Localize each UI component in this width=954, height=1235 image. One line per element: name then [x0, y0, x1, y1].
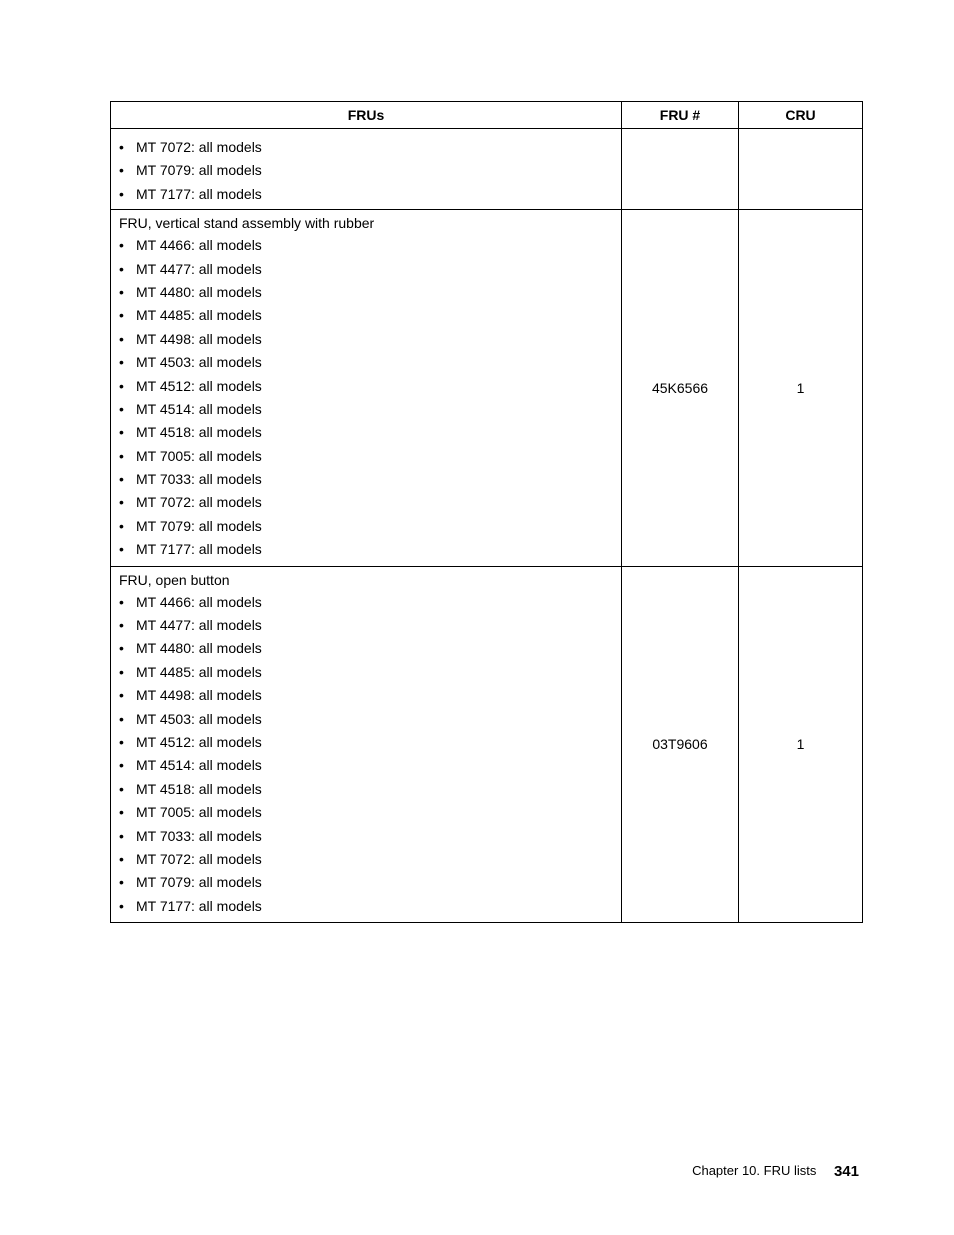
fru-description-cell — [111, 566, 622, 922]
model-list — [119, 235, 613, 562]
list-item: • MT 7072: all models — [119, 137, 613, 160]
list-item: • MT 7079: all models — [119, 160, 613, 183]
cru-cell: 1 — [739, 566, 863, 922]
fru-description-cell — [111, 210, 622, 566]
list-item: • MT 7033: all models — [119, 469, 613, 492]
table-row — [111, 210, 863, 566]
list-item: • MT 4466: all models — [119, 592, 613, 615]
list-item: • MT 4512: all models — [119, 732, 613, 755]
table-row-continued — [111, 129, 863, 210]
fru-title: FRU, vertical stand assembly with rubber — [119, 215, 375, 232]
chapter-title: Chapter 10. FRU lists — [692, 1163, 817, 1178]
fru-title: FRU, open button — [119, 571, 230, 588]
list-item: • MT 4518: all models — [119, 779, 613, 802]
list-item: • MT 7177: all models — [119, 896, 613, 919]
list-item: • MT 7072: all models — [119, 849, 613, 872]
list-item: • MT 4503: all models — [119, 352, 613, 375]
list-item: • MT 7079: all models — [119, 872, 613, 895]
cru-cell: 1 — [739, 210, 863, 566]
cru-cell — [739, 129, 863, 210]
fru-number-cell — [622, 129, 739, 210]
fru-number-cell: 03T9606 — [622, 566, 739, 922]
fru-description-cell — [111, 129, 622, 210]
list-item: • MT 4514: all models — [119, 399, 613, 422]
list-item: • MT 4503: all models — [119, 709, 613, 732]
list-item: • MT 7033: all models — [119, 826, 613, 849]
header-cru: CRU — [739, 102, 863, 129]
list-item: • MT 4498: all models — [119, 329, 613, 352]
list-item: • MT 7005: all models — [119, 802, 613, 825]
table-header-row — [111, 102, 863, 129]
fru-table — [110, 101, 863, 923]
header-frus: FRUs — [111, 102, 622, 129]
list-item: • MT 4485: all models — [119, 662, 613, 685]
list-item: • MT 4512: all models — [119, 376, 613, 399]
list-item: • MT 7177: all models — [119, 539, 613, 562]
list-item: • MT 4480: all models — [119, 282, 613, 305]
header-fru-number: FRU # — [622, 102, 739, 129]
list-item: • MT 4477: all models — [119, 615, 613, 638]
list-item: • MT 7005: all models — [119, 446, 613, 469]
page-footer — [692, 1163, 859, 1180]
list-item: • MT 4514: all models — [119, 755, 613, 778]
list-item: • MT 4485: all models — [119, 305, 613, 328]
list-item: • MT 4480: all models — [119, 638, 613, 661]
list-item: • MT 7177: all models — [119, 184, 613, 207]
list-item: • MT 4477: all models — [119, 259, 613, 282]
page-number: 341 — [833, 1163, 859, 1180]
fru-number-cell: 45K6566 — [622, 210, 739, 566]
model-list — [119, 137, 613, 207]
list-item: • MT 4466: all models — [119, 235, 613, 258]
table-row — [111, 566, 863, 922]
list-item: • MT 4498: all models — [119, 685, 613, 708]
list-item: • MT 7079: all models — [119, 516, 613, 539]
model-list — [119, 592, 613, 919]
list-item: • MT 4518: all models — [119, 422, 613, 445]
list-item: • MT 7072: all models — [119, 492, 613, 515]
